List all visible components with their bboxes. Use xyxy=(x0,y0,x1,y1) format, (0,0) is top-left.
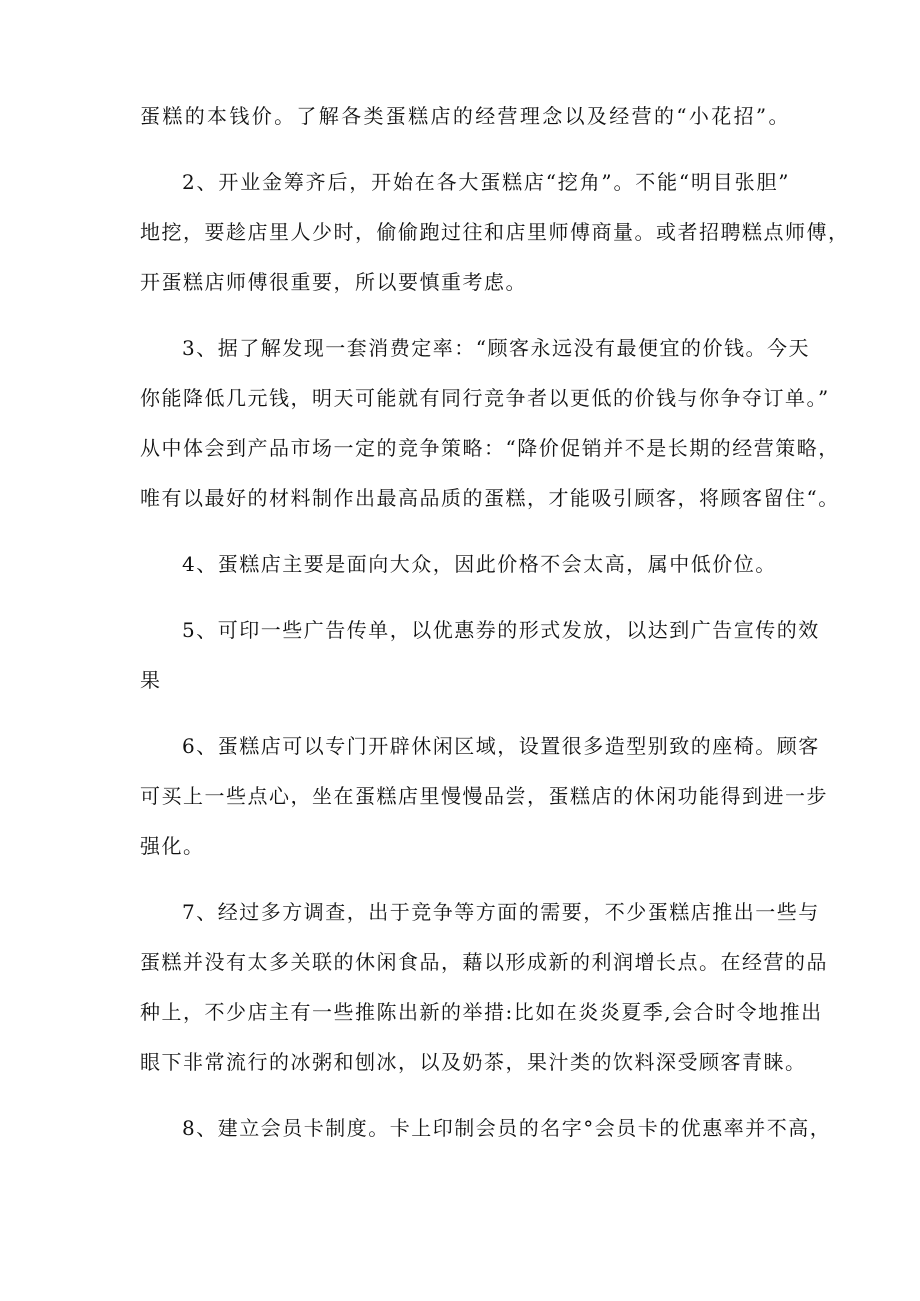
paragraph-7-line-2: 蛋糕并没有太多关联的休闲食品，藉以形成新的利润增长点。在经营的品 xyxy=(140,950,828,974)
paragraph-6-line-3: 强化。 xyxy=(140,834,205,858)
paragraph-6-line-2: 可买上一些点心，坐在蛋糕店里慢慢品尝，蛋糕店的休闲功能得到进一步 xyxy=(140,784,828,808)
paragraph-6-line-1: 6、蛋糕店可以专门开辟休闲区域，设置很多造型别致的座椅。顾客 xyxy=(182,734,820,758)
paragraph-3-line-2: 你能降低几元钱，明天可能就有同行竞争者以更低的价钱与你争夺订单。” xyxy=(140,386,830,410)
paragraph-2-line-2: 地挖，要趁店里人少时，偷偷跑过往和店里师傅商量。或者招聘糕点师傅， xyxy=(140,220,850,244)
paragraph-3-line-4: 唯有以最好的材料制作出最高品质的蛋糕，才能吸引顾客，将顾客留住“。 xyxy=(140,486,840,510)
paragraph-2-line-3: 开蛋糕店师傅很重要，所以要慎重考虑。 xyxy=(140,270,527,294)
paragraph-7-line-4: 眼下非常流行的冰粥和刨冰，以及奶茶，果汁类的饮料深受顾客青睐。 xyxy=(140,1050,807,1074)
paragraph-7-line-3: 种上，不少店主有一些推陈出新的举措:比如在炎炎夏季,会合时令地推出 xyxy=(140,1000,823,1024)
paragraph-7-line-1: 7、经过多方调查，出于竞争等方面的需要，不少蛋糕店推出一些与 xyxy=(182,900,820,924)
paragraph-4-line-1: 4、蛋糕店主要是面向大众，因此价格不会太高，属中低价位。 xyxy=(182,552,777,576)
paragraph-5-line-2: 果 xyxy=(140,668,162,692)
paragraph-3-line-1: 3、据了解发现一套消费定率：“顾客永远没有最便宜的价钱。今天 xyxy=(182,336,810,360)
paragraph-2-line-1: 2、开业金筹齐后，开始在各大蛋糕店“挖角”。不能“明目张胆” xyxy=(182,170,790,194)
paragraph-5-line-1: 5、可印一些广告传单，以优惠券的形式发放，以达到广告宣传的效 xyxy=(182,618,820,642)
paragraph-1-line-1: 蛋糕的本钱价。了解各类蛋糕店的经营理念以及经营的“小花招”。 xyxy=(140,104,790,128)
paragraph-3-line-3: 从中体会到产品市场一定的竞争策略：“降价促销并不是长期的经营策略， xyxy=(140,436,840,460)
paragraph-8-line-1: 8、建立会员卡制度。卡上印制会员的名字°会员卡的优惠率并不高， xyxy=(182,1116,832,1140)
